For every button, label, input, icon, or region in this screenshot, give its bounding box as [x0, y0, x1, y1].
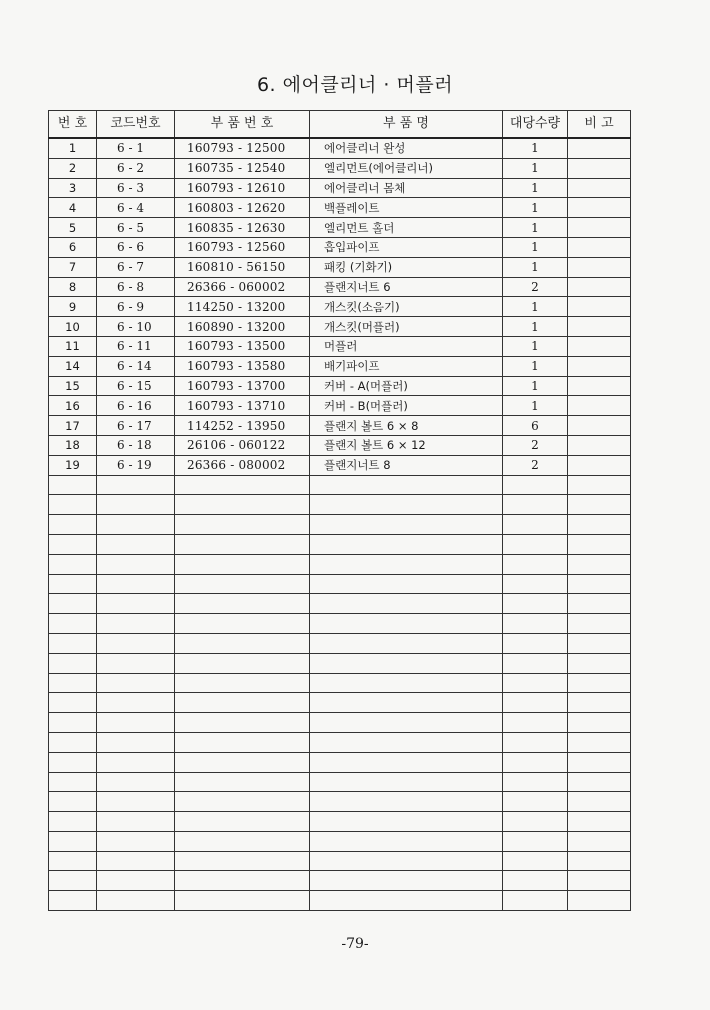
cell-code: 6 - 3: [97, 178, 175, 198]
cell-name: 배기파이프: [310, 356, 503, 376]
table-row: [49, 257, 631, 277]
cell-code: 6 - 9: [97, 297, 175, 317]
cell-code: [97, 653, 175, 673]
cell-qty: [503, 594, 568, 614]
cell-note: [568, 534, 631, 554]
cell-no: 15: [49, 376, 97, 396]
cell-no: [49, 554, 97, 574]
cell-name: 개스킷(머플러): [310, 317, 503, 337]
cell-part: 114250 - 13200: [175, 297, 310, 317]
cell-part: 160793 - 12500: [175, 138, 310, 158]
cell-qty: 1: [503, 257, 568, 277]
cell-note: [568, 218, 631, 238]
cell-code: [97, 851, 175, 871]
cell-name: [310, 495, 503, 515]
cell-code: [97, 574, 175, 594]
cell-qty: [503, 515, 568, 535]
cell-name: [310, 792, 503, 812]
cell-qty: [503, 831, 568, 851]
cell-code: [97, 515, 175, 535]
cell-no: 8: [49, 277, 97, 297]
cell-name: 백플레이트: [310, 198, 503, 218]
cell-no: 6: [49, 237, 97, 257]
cell-code: [97, 792, 175, 812]
cell-qty: 1: [503, 218, 568, 238]
cell-name: [310, 693, 503, 713]
cell-part: [175, 752, 310, 772]
cell-name: 플랜지너트 8: [310, 455, 503, 475]
header-quantity: 대당수량: [503, 111, 568, 139]
cell-code: 6 - 16: [97, 396, 175, 416]
cell-note: [568, 792, 631, 812]
cell-qty: [503, 752, 568, 772]
cell-part: 26106 - 060122: [175, 435, 310, 455]
empty-table-row: [49, 614, 631, 634]
cell-qty: [503, 891, 568, 911]
empty-table-row: [49, 574, 631, 594]
cell-name: [310, 772, 503, 792]
cell-part: 160793 - 12560: [175, 237, 310, 257]
table-row: [49, 237, 631, 257]
cell-name: 커버 - B(머플러): [310, 396, 503, 416]
cell-name: 개스킷(소음기): [310, 297, 503, 317]
cell-part: [175, 851, 310, 871]
cell-note: [568, 673, 631, 693]
empty-table-row: [49, 633, 631, 653]
cell-part: 160793 - 13710: [175, 396, 310, 416]
cell-no: 9: [49, 297, 97, 317]
cell-no: [49, 515, 97, 535]
cell-note: [568, 297, 631, 317]
cell-qty: [503, 693, 568, 713]
cell-code: [97, 713, 175, 733]
cell-no: [49, 792, 97, 812]
cell-part: [175, 693, 310, 713]
table-row: [49, 297, 631, 317]
cell-qty: [503, 713, 568, 733]
cell-no: [49, 772, 97, 792]
cell-part: [175, 515, 310, 535]
cell-no: [49, 891, 97, 911]
cell-note: [568, 435, 631, 455]
table-row: [49, 198, 631, 218]
cell-part: [175, 673, 310, 693]
cell-qty: [503, 633, 568, 653]
cell-code: 6 - 17: [97, 416, 175, 436]
cell-no: 5: [49, 218, 97, 238]
cell-name: [310, 752, 503, 772]
cell-part: 160835 - 12630: [175, 218, 310, 238]
cell-note: [568, 891, 631, 911]
empty-table-row: [49, 495, 631, 515]
cell-code: [97, 693, 175, 713]
cell-note: [568, 594, 631, 614]
cell-qty: [503, 574, 568, 594]
table-row: [49, 277, 631, 297]
cell-code: [97, 673, 175, 693]
cell-code: 6 - 1: [97, 138, 175, 158]
cell-code: [97, 594, 175, 614]
cell-code: [97, 732, 175, 752]
cell-part: [175, 812, 310, 832]
cell-part: [175, 653, 310, 673]
cell-no: 3: [49, 178, 97, 198]
cell-note: [568, 178, 631, 198]
cell-code: 6 - 5: [97, 218, 175, 238]
page-title: 6. 에어클리너 · 머플러: [256, 74, 454, 96]
empty-table-row: [49, 871, 631, 891]
cell-note: [568, 614, 631, 634]
cell-part: [175, 713, 310, 733]
table-row: [49, 455, 631, 475]
cell-part: 26366 - 080002: [175, 455, 310, 475]
cell-no: [49, 534, 97, 554]
cell-name: 플랜지너트 6: [310, 277, 503, 297]
cell-no: 4: [49, 198, 97, 218]
cell-part: [175, 792, 310, 812]
cell-code: [97, 614, 175, 634]
table-row: [49, 435, 631, 455]
cell-note: [568, 158, 631, 178]
cell-no: [49, 693, 97, 713]
cell-part: [175, 732, 310, 752]
cell-note: [568, 693, 631, 713]
cell-name: 커버 - A(머플러): [310, 376, 503, 396]
cell-name: [310, 673, 503, 693]
cell-no: [49, 594, 97, 614]
cell-qty: 1: [503, 198, 568, 218]
table-row: [49, 396, 631, 416]
cell-note: [568, 772, 631, 792]
cell-no: [49, 851, 97, 871]
cell-no: [49, 475, 97, 495]
cell-note: [568, 416, 631, 436]
cell-name: [310, 554, 503, 574]
cell-qty: 1: [503, 356, 568, 376]
cell-qty: [503, 812, 568, 832]
cell-name: [310, 534, 503, 554]
cell-part: [175, 594, 310, 614]
cell-name: [310, 732, 503, 752]
cell-name: [310, 475, 503, 495]
cell-note: [568, 257, 631, 277]
cell-qty: 1: [503, 138, 568, 158]
empty-table-row: [49, 851, 631, 871]
parts-table: [48, 110, 631, 911]
cell-no: 2: [49, 158, 97, 178]
cell-code: [97, 871, 175, 891]
cell-note: [568, 356, 631, 376]
cell-note: [568, 317, 631, 337]
cell-qty: 1: [503, 237, 568, 257]
table-row: [49, 336, 631, 356]
table-row: [49, 138, 631, 158]
empty-table-row: [49, 594, 631, 614]
cell-code: [97, 752, 175, 772]
table-row: [49, 178, 631, 198]
table-header-row: [49, 111, 631, 139]
cell-name: [310, 713, 503, 733]
cell-note: [568, 495, 631, 515]
table-row: [49, 158, 631, 178]
cell-code: 6 - 2: [97, 158, 175, 178]
cell-code: 6 - 11: [97, 336, 175, 356]
cell-code: 6 - 15: [97, 376, 175, 396]
cell-name: 패킹 (기화기): [310, 257, 503, 277]
cell-name: [310, 594, 503, 614]
table-row: [49, 356, 631, 376]
page-number: -79-: [341, 936, 369, 952]
cell-code: 6 - 10: [97, 317, 175, 337]
cell-note: [568, 752, 631, 772]
empty-table-row: [49, 515, 631, 535]
cell-part: [175, 772, 310, 792]
cell-name: 플랜지 볼트 6 × 8: [310, 416, 503, 436]
cell-part: [175, 633, 310, 653]
empty-table-row: [49, 673, 631, 693]
cell-name: [310, 574, 503, 594]
cell-code: [97, 554, 175, 574]
cell-code: 6 - 6: [97, 237, 175, 257]
cell-note: [568, 574, 631, 594]
cell-qty: [503, 495, 568, 515]
cell-name: [310, 812, 503, 832]
cell-qty: [503, 871, 568, 891]
empty-table-row: [49, 713, 631, 733]
cell-qty: [503, 851, 568, 871]
cell-note: [568, 396, 631, 416]
cell-qty: 1: [503, 376, 568, 396]
cell-qty: [503, 792, 568, 812]
cell-name: [310, 851, 503, 871]
cell-no: [49, 653, 97, 673]
empty-table-row: [49, 475, 631, 495]
cell-qty: 1: [503, 178, 568, 198]
empty-table-row: [49, 831, 631, 851]
empty-table-row: [49, 534, 631, 554]
cell-name: [310, 871, 503, 891]
cell-code: [97, 495, 175, 515]
cell-code: 6 - 8: [97, 277, 175, 297]
cell-qty: 1: [503, 336, 568, 356]
cell-name: [310, 633, 503, 653]
cell-note: [568, 376, 631, 396]
cell-note: [568, 515, 631, 535]
cell-no: 10: [49, 317, 97, 337]
empty-table-row: [49, 812, 631, 832]
cell-code: [97, 891, 175, 911]
cell-name: 에어클리너 완성: [310, 138, 503, 158]
cell-note: [568, 713, 631, 733]
cell-qty: 1: [503, 297, 568, 317]
cell-note: [568, 732, 631, 752]
cell-name: [310, 891, 503, 911]
cell-name: [310, 614, 503, 634]
header-part-number: 부 품 번 호: [175, 111, 310, 139]
table-row: [49, 218, 631, 238]
cell-part: [175, 495, 310, 515]
cell-part: 160735 - 12540: [175, 158, 310, 178]
empty-table-row: [49, 772, 631, 792]
cell-part: 160793 - 13580: [175, 356, 310, 376]
cell-no: [49, 673, 97, 693]
cell-part: 160793 - 12610: [175, 178, 310, 198]
cell-note: [568, 812, 631, 832]
cell-qty: [503, 673, 568, 693]
cell-part: 160793 - 13500: [175, 336, 310, 356]
cell-name: 흡입파이프: [310, 237, 503, 257]
cell-code: [97, 831, 175, 851]
cell-no: [49, 614, 97, 634]
header-remarks: 비 고: [568, 111, 631, 139]
cell-name: [310, 653, 503, 673]
cell-note: [568, 831, 631, 851]
cell-name: 에어클리너 몸체: [310, 178, 503, 198]
cell-note: [568, 871, 631, 891]
cell-part: 114252 - 13950: [175, 416, 310, 436]
cell-note: [568, 198, 631, 218]
cell-no: 14: [49, 356, 97, 376]
cell-part: 160890 - 13200: [175, 317, 310, 337]
cell-part: [175, 614, 310, 634]
cell-code: 6 - 18: [97, 435, 175, 455]
cell-part: [175, 534, 310, 554]
cell-note: [568, 237, 631, 257]
cell-note: [568, 554, 631, 574]
cell-note: [568, 277, 631, 297]
cell-code: [97, 475, 175, 495]
cell-note: [568, 138, 631, 158]
cell-part: [175, 475, 310, 495]
cell-qty: 1: [503, 317, 568, 337]
cell-no: [49, 831, 97, 851]
cell-qty: [503, 772, 568, 792]
cell-qty: [503, 475, 568, 495]
cell-no: [49, 713, 97, 733]
cell-name: 엘리먼트 홀더: [310, 218, 503, 238]
cell-part: [175, 554, 310, 574]
cell-no: 16: [49, 396, 97, 416]
cell-qty: 1: [503, 158, 568, 178]
empty-table-row: [49, 554, 631, 574]
cell-part: 160793 - 13700: [175, 376, 310, 396]
cell-qty: [503, 534, 568, 554]
cell-no: [49, 752, 97, 772]
cell-no: 7: [49, 257, 97, 277]
cell-no: 19: [49, 455, 97, 475]
cell-code: 6 - 19: [97, 455, 175, 475]
cell-no: 18: [49, 435, 97, 455]
cell-name: [310, 515, 503, 535]
cell-qty: 2: [503, 277, 568, 297]
cell-qty: [503, 732, 568, 752]
cell-no: [49, 633, 97, 653]
empty-table-row: [49, 891, 631, 911]
cell-no: [49, 574, 97, 594]
cell-name: [310, 831, 503, 851]
cell-part: 26366 - 060002: [175, 277, 310, 297]
cell-qty: [503, 653, 568, 673]
table-row: [49, 416, 631, 436]
table-row: [49, 376, 631, 396]
cell-part: [175, 891, 310, 911]
cell-note: [568, 633, 631, 653]
cell-qty: 2: [503, 435, 568, 455]
cell-qty: 1: [503, 396, 568, 416]
table-body: [49, 138, 631, 911]
empty-table-row: [49, 752, 631, 772]
cell-part: [175, 574, 310, 594]
cell-part: 160810 - 56150: [175, 257, 310, 277]
cell-part: [175, 831, 310, 851]
cell-no: 11: [49, 336, 97, 356]
cell-code: 6 - 7: [97, 257, 175, 277]
cell-qty: [503, 614, 568, 634]
cell-note: [568, 336, 631, 356]
cell-note: [568, 851, 631, 871]
cell-no: 1: [49, 138, 97, 158]
empty-table-row: [49, 653, 631, 673]
empty-table-row: [49, 792, 631, 812]
cell-code: [97, 772, 175, 792]
header-part-name: 부 품 명: [310, 111, 503, 139]
cell-name: 머플러: [310, 336, 503, 356]
table-row: [49, 317, 631, 337]
cell-code: [97, 812, 175, 832]
cell-qty: 2: [503, 455, 568, 475]
cell-no: [49, 495, 97, 515]
cell-name: 플랜지 볼트 6 × 12: [310, 435, 503, 455]
cell-no: [49, 871, 97, 891]
empty-table-row: [49, 732, 631, 752]
cell-note: [568, 653, 631, 673]
cell-code: [97, 633, 175, 653]
cell-code: [97, 534, 175, 554]
cell-qty: [503, 554, 568, 574]
empty-table-row: [49, 693, 631, 713]
header-no: 번 호: [49, 111, 97, 139]
cell-note: [568, 455, 631, 475]
cell-qty: 6: [503, 416, 568, 436]
cell-part: [175, 871, 310, 891]
cell-no: 17: [49, 416, 97, 436]
cell-name: 엘리먼트(에어클리너): [310, 158, 503, 178]
cell-note: [568, 475, 631, 495]
header-code: 코드번호: [97, 111, 175, 139]
cell-code: 6 - 4: [97, 198, 175, 218]
cell-no: [49, 812, 97, 832]
cell-no: [49, 732, 97, 752]
cell-code: 6 - 14: [97, 356, 175, 376]
cell-part: 160803 - 12620: [175, 198, 310, 218]
